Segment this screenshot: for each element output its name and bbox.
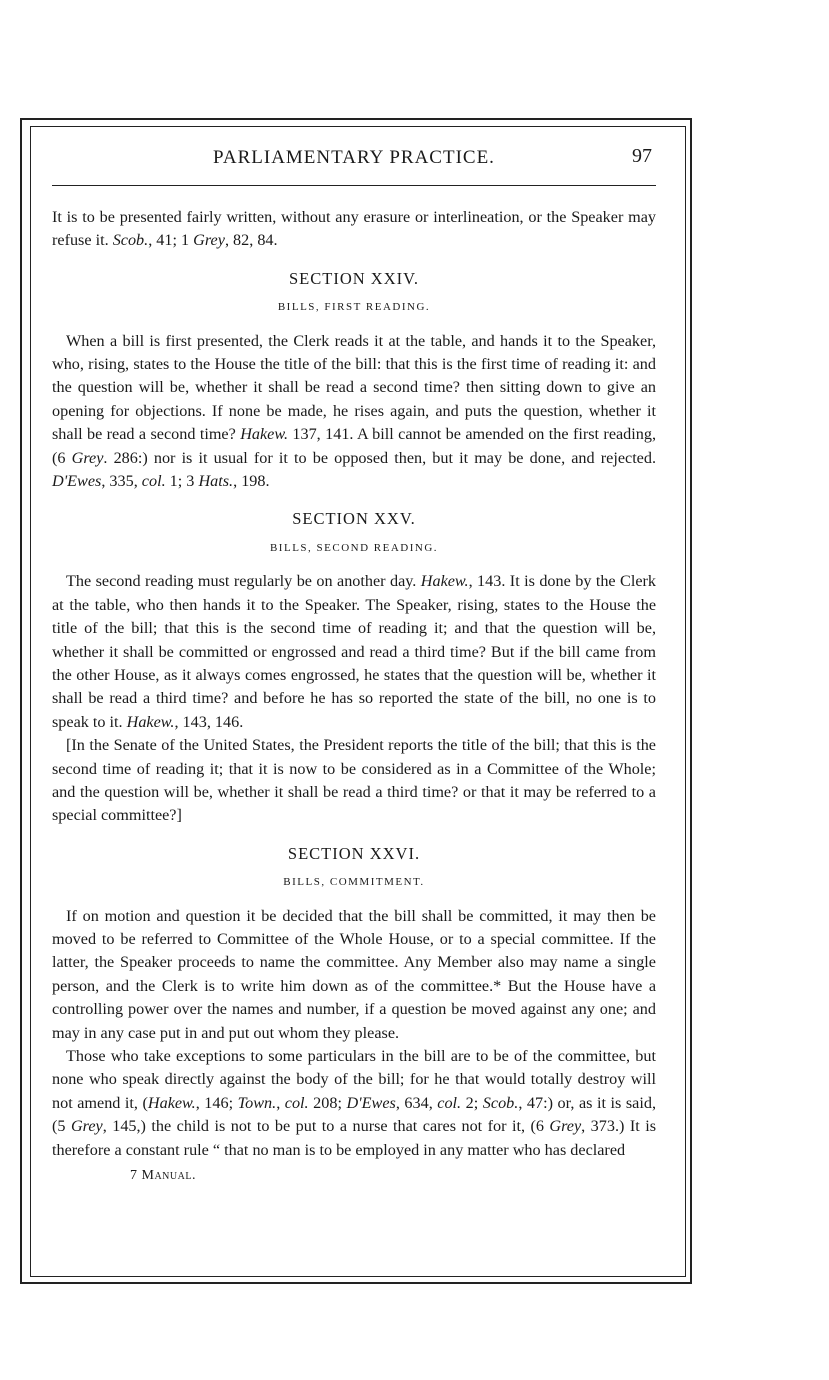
section-subtitle: BILLS, FIRST READING. <box>277 301 431 314</box>
running-title: PARLIAMENTARY PRACTICE. <box>213 147 495 168</box>
section-subtitle: BILLS, COMMITMENT. <box>283 876 425 889</box>
section-title: SECTION XXV. <box>292 509 416 529</box>
section-paragraph: Those who take exceptions to some particulars in the bill are to be of the committee, but none who speak directly against the body of the bill; for he that would totally destroy will not amend it, (Hakew., 146; Town., col. 208; D'Ewes, 634, col. 2; Scob., 47:) or, as it is said, (5 Grey, 145,) the child is not to be put to a nurse that cares not for it, (6 Grey, 373.) It is therefore a constant rule “ that no man is to be employed in any matter who has declared <box>52 1047 657 1159</box>
signature-mark: 7 Manual. <box>130 1168 196 1184</box>
section-xxiv <box>52 267 656 494</box>
section-xxvi <box>52 842 656 1162</box>
section-paragraph: The second reading must regularly be on another day. Hakew., 143. It is done by the Clerk at the table, who then hands it to the Speaker. The Speaker, rising, states to the House the title of the bill; that this is the second time of reading it; and that the question will be, whether it shall be committed or engrossed and read a third time? But if the bill came from the other House, as it always comes engrossed, he states that the question will be, whether it shall be read a third time? and before he has so reported the state of the bill, no one is to speak to it. Hakew., 143, 146. <box>52 572 657 731</box>
section-title: SECTION XXIV. <box>288 268 420 288</box>
section-subtitle: BILLS, SECOND READING. <box>269 541 439 554</box>
section-paragraph: When a bill is first presented, the Clerk reads it at the table, and hands it to the Speaker, who, rising, states to the House the title of the bill: that this is the first time of reading it: and the question will be, whether it shall be read a second time? then sitting down to give an opening for objections. If none be made, he rises again, and puts the question, whether it shall be read a second time? Hakew. 137, 141. A bill cannot be amended on the first reading, (6 Grey. 286:) nor is it usual for it to be opposed then, but it may be done, and rejected. D'Ewes, 335, col. 1; 3 Hats., 198. <box>52 331 657 491</box>
page <box>52 145 656 1187</box>
page-content <box>52 206 656 1187</box>
section-paragraph: [In the Senate of the United States, the President reports the title of the bill; that this is the second time of reading it; that it is now to be considered as in a Committee of the Whole; and the question will be, whether it shall be read a third time? or that it may be referred to a special committee?] <box>52 736 656 825</box>
intro-paragraph: It is to be presented fairly written, without any erasure or interlineation, or the Speaker may refuse it. Scob., 41; 1 Grey, 82, 84. <box>52 208 656 250</box>
page-number: 97 <box>632 145 652 167</box>
section-xxv <box>52 507 656 827</box>
page-header <box>52 145 656 186</box>
section-title: SECTION XXVI. <box>287 843 421 863</box>
section-paragraph: If on motion and question it be decided that the bill shall be committed, it may then be moved to be referred to Committee of the Whole House, or to a special committee. If the latter, the Speaker proceeds to name the committee. Any Member also may name a single person, and the Clerk is to write him down as of the committee.* But the House have a controlling power over the names and number, if a question be moved against any one; and may in any case put in and put out whom they please. <box>52 906 656 1042</box>
